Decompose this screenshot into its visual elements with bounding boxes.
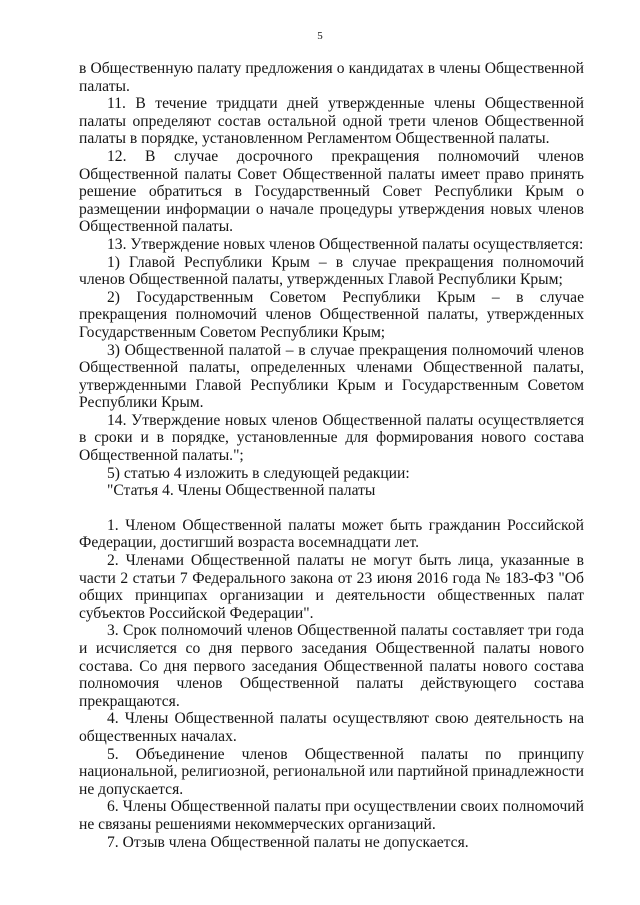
article-4-item-5: 5. Объединение членов Общественной палаты по принципу национальной, религиозной, региональной или партийной принадлежности не допускается. xyxy=(79,745,584,798)
article-4-item-4: 4. Члены Общественной палаты осуществляют свою деятельность на общественных началах. xyxy=(79,710,584,745)
subitem-13-1: 1) Главой Республики Крым – в случае прекращения полномочий членов Общественной палаты, утвержденных Главой Республики Крым; xyxy=(79,253,584,289)
document-body xyxy=(79,60,584,851)
paragraph-continuation: в Общественную палату предложения о кандидатах в члены Общественной палаты. xyxy=(79,60,584,95)
page-number: 5 xyxy=(317,30,323,42)
paragraph-item-13: 13. Утверждение новых членов Общественной палаты осуществляется: xyxy=(107,235,584,253)
subitem-13-2: 2) Государственным Советом Республики Крым – в случае прекращения полномочий членов Общественной палаты, утвержденных Государственным Советом Республики Крым; xyxy=(79,288,584,341)
paragraph-item-12: 12. В случае досрочного прекращения полномочий членов Общественной палаты Совет Общественной палаты имеет право принять решение обратиться в Государственный Совет Республики Крым о размещении информации о начале процедуры утверждения новых членов Общественной палаты. xyxy=(79,147,584,236)
paragraph-item-14: 14. Утверждение новых членов Общественной палаты осуществляется в сроки и в порядке, установленные для формирования нового состава Общественной палаты."; xyxy=(79,411,584,465)
section-gap xyxy=(79,500,584,517)
article-4-item-2: 2. Членами Общественной палаты не могут быть лица, указанные в части 2 статьи 7 Федерального закона от 23 июня 2016 года № 183-ФЗ "Об общих принципах организации и деятельности общественных палат субъектов Российской Федерации". xyxy=(79,552,584,622)
article-4-item-1: 1. Членом Общественной палаты может быть гражданин Российской Федерации, достигший возраста восемнадцати лет. xyxy=(79,516,584,552)
article-4-item-7: 7. Отзыв члена Общественной палаты не допускается. xyxy=(107,833,469,851)
paragraph-item-11: 11. В течение тридцати дней утвержденные члены Общественной палаты определяют состав остальной одной трети членов Общественной палаты в порядке, установленном Регламентом Общественной палаты. xyxy=(79,95,584,148)
article-4-heading: "Статья 4. Члены Общественной палаты xyxy=(107,482,376,500)
article-4-item-6: 6. Члены Общественной палаты при осуществлении своих полномочий не связаны решениями некоммерческих организаций. xyxy=(79,798,584,833)
amendment-instruction: 5) статью 4 изложить в следующей редакции: xyxy=(107,464,410,482)
subitem-13-3: 3) Общественной палатой – в случае прекращения полномочий членов Общественной палаты, определенных членами Общественной палаты, утвержденными Главой Республики Крым и Государственным Советом Республики Крым. xyxy=(79,341,584,412)
article-4-item-3: 3. Срок полномочий членов Общественной палаты составляет три года и исчисляется со дня первого заседания Общественной палаты нового состава. Со дня первого заседания Общественной палаты нового состава полномочия членов Общественной палаты действующего состава прекращаются. xyxy=(79,622,584,710)
